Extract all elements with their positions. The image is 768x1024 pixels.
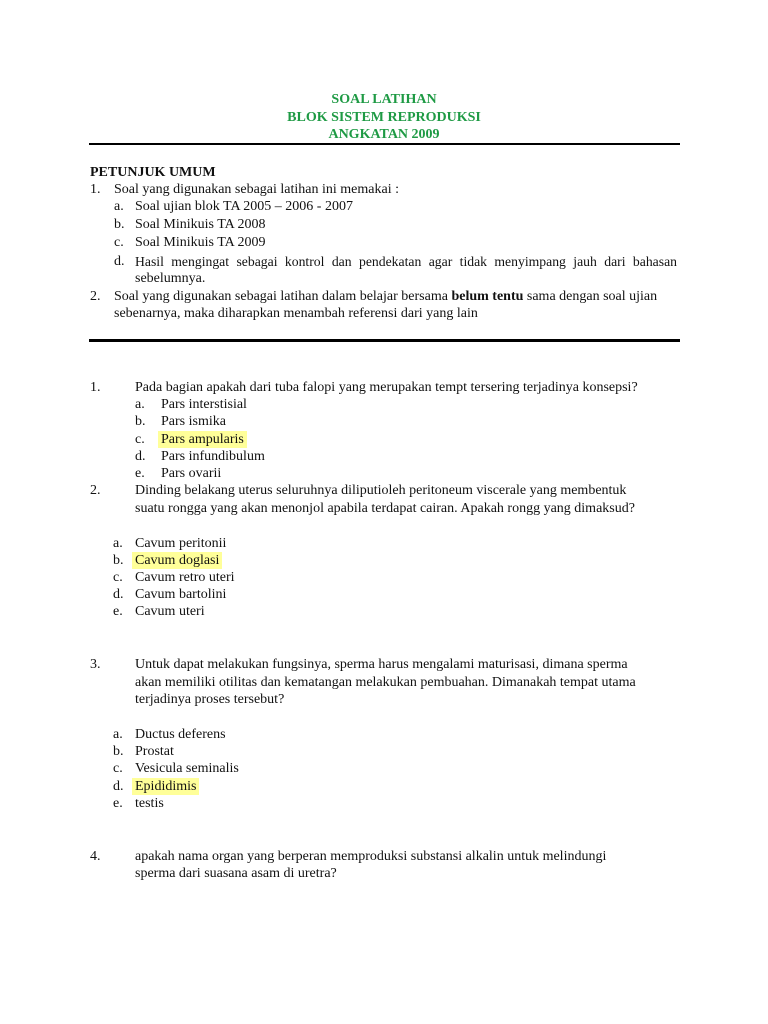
document-subtitle: BLOK SISTEM REPRODUKSI	[287, 110, 481, 125]
section-divider	[89, 339, 680, 342]
option-label: c.	[113, 761, 123, 776]
question-number: 1.	[90, 380, 101, 395]
instruction-text-continued: sebenarnya, maka diharapkan menambah referensi dari yang lain	[114, 306, 478, 321]
option-text: Pars infundibulum	[161, 449, 265, 464]
option-label: e.	[135, 466, 145, 481]
document-title: SOAL LATIHAN	[331, 92, 437, 107]
question-text: Pada bagian apakah dari tuba falopi yang merupakan tempt tersering terjadinya konsepsi?	[135, 380, 638, 395]
option-text: Prostat	[135, 744, 174, 759]
option-text: Cavum uteri	[135, 604, 205, 619]
question-number: 2.	[90, 483, 101, 498]
instruction-text-after: sama dengan soal ujian	[526, 289, 658, 304]
option-label: e.	[113, 604, 123, 619]
option-text: Ductus deferens	[135, 727, 226, 742]
option-text: Pars ismika	[161, 414, 226, 429]
question-number: 3.	[90, 657, 101, 672]
instruction-number: 2.	[90, 289, 101, 304]
option-label: c.	[113, 570, 123, 585]
instruction-subitem-label: a.	[114, 199, 124, 214]
instruction-emphasis: belum tentu	[451, 289, 524, 304]
option-text-correct-answer: Cavum doglasi	[132, 552, 222, 569]
instruction-text	[114, 288, 657, 305]
instruction-subitem-label: c.	[114, 235, 124, 250]
option-label: b.	[113, 744, 124, 759]
question-number: 4.	[90, 849, 101, 864]
instruction-subitem-text: Soal ujian blok TA 2005 – 2006 - 2007	[135, 199, 353, 214]
instructions-heading: PETUNJUK UMUM	[90, 165, 216, 180]
instruction-subitem-label: b.	[114, 217, 125, 232]
option-text: Pars ovarii	[161, 466, 222, 481]
option-text: Cavum bartolini	[135, 587, 227, 602]
option-label: a.	[113, 727, 123, 742]
document-year: ANGKATAN 2009	[328, 127, 440, 142]
option-text-correct-answer: Pars ampularis	[158, 431, 247, 448]
option-text: Cavum retro uteri	[135, 570, 235, 585]
instruction-subitem-text: Soal Minikuis TA 2009	[135, 235, 266, 250]
instruction-number: 1.	[90, 182, 101, 197]
option-label: a.	[113, 536, 123, 551]
header-divider	[89, 143, 680, 145]
instruction-subitem-text: Hasil mengingat sebagai kontrol dan pendekatan agar tidak menyimpang jauh dari bahasan	[135, 254, 677, 269]
option-label: b.	[135, 414, 146, 429]
option-label: c.	[135, 432, 145, 447]
option-label: e.	[113, 796, 123, 811]
option-label: d.	[113, 779, 124, 794]
option-text: Vesicula seminalis	[135, 761, 239, 776]
instruction-text-before: Soal yang digunakan sebagai latihan dalam belajar bersama	[114, 289, 448, 304]
instruction-subitem-text-continued: sebelumnya.	[135, 271, 206, 286]
option-text: testis	[135, 796, 164, 811]
option-label: a.	[135, 397, 145, 412]
question-text: apakah nama organ yang berperan memproduksi substansi alkalin untuk melindungi	[135, 849, 607, 864]
option-text: Pars interstisial	[161, 397, 247, 412]
instruction-subitem-label: d.	[114, 254, 125, 269]
option-label: d.	[135, 449, 146, 464]
question-text-continued: suatu rongga yang akan menonjol apabila terdapat cairan. Apakah rongg yang dimaksud?	[135, 501, 635, 516]
question-text-continued: sperma dari suasana asam di uretra?	[135, 866, 337, 881]
option-text: Cavum peritonii	[135, 536, 227, 551]
question-text: Untuk dapat melakukan fungsinya, sperma harus mengalami maturisasi, dimana sperma	[135, 657, 628, 672]
question-text-continued: terjadinya proses tersebut?	[135, 692, 285, 707]
instruction-text: Soal yang digunakan sebagai latihan ini memakai :	[114, 182, 399, 197]
question-text-continued: akan memiliki otilitas dan kematangan melakukan pembuahan. Dimanakah tempat utama	[135, 675, 636, 690]
option-label: d.	[113, 587, 124, 602]
question-text: Dinding belakang uterus seluruhnya diliputioleh peritoneum viscerale yang membentuk	[135, 483, 627, 498]
option-label: b.	[113, 553, 124, 568]
option-text-correct-answer: Epididimis	[132, 778, 199, 795]
instruction-subitem-text: Soal Minikuis TA 2008	[135, 217, 266, 232]
